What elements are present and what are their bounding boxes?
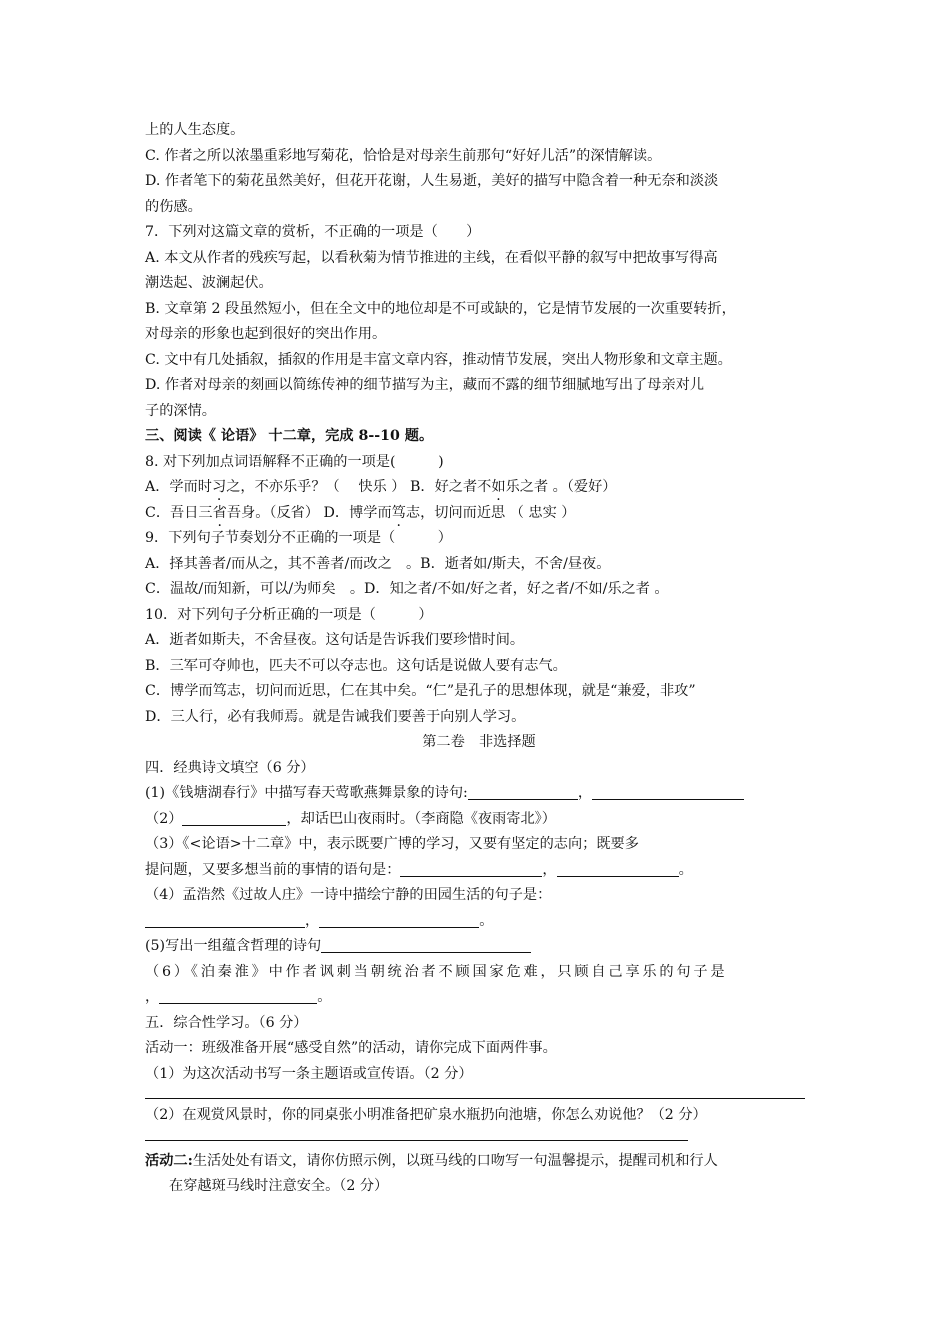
- q7-option-c: C. 文中有几处插叙，插叙的作用是丰富文章内容，推动情节发展，突出人物形象和文章主题。: [145, 351, 732, 368]
- s5-q1: （1）为这次活动书写一条主题语或宣传语。（2 分）: [145, 1065, 473, 1082]
- s4-q5-text: (5)写出一组蕴含哲理的诗句: [145, 938, 322, 954]
- q8-stem: 8. 对下列加点词语解释不正确的一项是( ): [145, 453, 444, 470]
- q9-stem: 9．下列句子节奏划分不正确的一项是（ ）: [145, 530, 452, 546]
- q8-text: A．学而时: [145, 479, 212, 495]
- q9-options-row2: C．温故/而知新，可以/为师矣 。D．知之者/不如/好之者，好之者/不如/乐之者 。: [145, 581, 669, 597]
- s4-q3-sep: ，: [542, 861, 557, 878]
- s4-q4: （4）孟浩然《过故人庄》一诗中描绘宁静的田园生活的句子是：: [145, 887, 552, 903]
- s4-q6-prefix: ，: [145, 989, 160, 1005]
- s5-activity1: 活动一：班级准备开展“感受自然”的活动，请你完成下面两件事。: [145, 1040, 557, 1056]
- q7-option-b-line2: 对母亲的形象也起到很好的突出作用。: [145, 326, 387, 342]
- q7-option-d-line1: D. 作者对母亲的刻画以简练传神的细节描写为主，藏而不露的细节细腻地写出了母亲对儿: [145, 377, 705, 393]
- q8-dotted-word: 如: [491, 479, 506, 495]
- s5-activity2-text: 生活处处有语文，请你仿照示例，以斑马线的口吻写一句温馨提示，提醒司机和行人: [192, 1152, 718, 1169]
- q7-stem: 7．下列对这篇文章的赏析，不正确的一项是（ ）: [145, 224, 481, 240]
- s5-activity2-label: 活动二:: [145, 1152, 193, 1169]
- s4-q2-blank[interactable]: [182, 809, 286, 826]
- s4-q4-sep: ，: [305, 912, 320, 929]
- q8-options-row2: [145, 501, 813, 527]
- q8-dotted-word: 习: [212, 479, 227, 495]
- section3-title: 三、阅读《 论语》 十二章，完成 8--10 题。: [145, 428, 434, 444]
- q8-text: 乐之者 。（爱好）: [505, 479, 617, 495]
- s4-q6-line2: [145, 985, 813, 1011]
- s4-q3-end: 。: [678, 861, 693, 878]
- exam-page: [145, 118, 813, 1200]
- q7-option-b-line1: B. 文章第 2 段虽然短小，但在全文中的地位却是不可或缺的，它是情节发展的一次重要转折，: [145, 300, 736, 317]
- s4-q1-sep: ，: [577, 785, 593, 801]
- q7-option-a-line2: 潮迭起、波澜起伏。: [145, 275, 273, 291]
- q6-option-d-line1: D. 作者笔下的菊花虽然美好，但花开花谢，人生易逝，美好的描写中隐含着一种无奈和淡淡: [145, 173, 719, 189]
- q9-options-row1: A．择其善者/而从之，其不善者/而改之 。B．逝者如/斯夫，不舍/昼夜。: [145, 555, 611, 572]
- q8-options-row1: [145, 475, 813, 501]
- s4-q4-end: 。: [479, 912, 494, 929]
- q8-text: 之，不亦乐乎？（ 快乐 ） B．好之者不: [226, 479, 492, 495]
- q10-option-c: C．博学而笃志，切问而近思，仁在其中矣。“仁”是孔子的思想体现，就是“兼爱，非攻”: [145, 683, 696, 699]
- s4-q2-prefix: （2）: [145, 810, 183, 827]
- section5-title: 五．综合性学习。（6 分）: [145, 1014, 308, 1031]
- s4-q3-blank-1[interactable]: [400, 860, 542, 877]
- q8-text: 吾身。（反省） D．博学而: [226, 504, 392, 521]
- s4-q2: [145, 807, 813, 833]
- s4-q1-text: (1)《钱塘湖春行》中描写春天莺歌燕舞景象的诗句:: [145, 785, 468, 801]
- section4-title: 四．经典诗文填空（6 分）: [145, 759, 315, 776]
- s5-q2: （2）在观赏风景时，你的同桌张小明准备把矿泉水瓶扔向池塘，你怎么劝说他？（2 分）: [145, 1107, 707, 1123]
- q10-option-b: B．三军可夺帅也，匹夫不可以夺志也。这句话是说做人要有志气。: [145, 657, 567, 674]
- q10-option-d: D．三人行，必有我师焉。就是告诫我们要善于向别人学习。: [145, 708, 526, 725]
- s5-q2-answer-line[interactable]: [145, 1139, 688, 1141]
- s4-q5: [145, 934, 813, 960]
- q6-option-c: C. 作者之所以浓墨重彩地写菊花，恰恰是对母亲生前那句“好好儿活”的深情解读。: [145, 147, 662, 164]
- s4-q4-blank-1[interactable]: [145, 911, 305, 928]
- q10-option-a: A．逝者如斯夫，不舍昼夜。这句话是告诉我们要珍惜时间。: [145, 632, 525, 648]
- s4-q3-blank-2[interactable]: [557, 860, 679, 877]
- s4-q3-text: 提问题，又要多想当前的事情的语句是：: [145, 861, 401, 878]
- s4-q6-end: 。: [317, 989, 332, 1005]
- q8-dotted-word: 省: [212, 504, 227, 521]
- s4-q4-answer: [145, 909, 813, 935]
- s5-activity2: [145, 1149, 813, 1175]
- s4-q1: [145, 781, 813, 807]
- part2-title: 第二卷 非选择题: [422, 734, 536, 750]
- s5-q1-answer-line[interactable]: [145, 1097, 805, 1099]
- s4-q2-text: ，却话巴山夜雨时。（李商隐《夜雨寄北》）: [286, 810, 556, 827]
- q6-option-d-line2: 的伤感。: [145, 198, 202, 215]
- s4-q6-line1: （6）《泊秦淮》中作者讽刺当朝统治者不顾国家危难，只顾自己享乐的句子是: [145, 963, 728, 980]
- s4-q5-blank[interactable]: [321, 936, 531, 953]
- s4-q1-blank-1[interactable]: [468, 783, 578, 800]
- q8-dotted-word: 笃: [391, 504, 406, 521]
- s4-q1-blank-2[interactable]: [592, 783, 744, 800]
- q10-stem: 10．对下列句子分析正确的一项是（ ）: [145, 606, 433, 623]
- q8-text: C．吾日三: [145, 504, 213, 521]
- s4-q3-line2: [145, 858, 813, 884]
- s4-q3-line1: （3）《<论语>十二章》中，表示既要广博的学习，又要有坚定的志向；既要多: [145, 836, 639, 852]
- s4-q6-blank[interactable]: [159, 987, 317, 1004]
- q8-text: 志，切问而近思 （ 忠实 ）: [405, 504, 576, 521]
- s4-q4-blank-2[interactable]: [319, 911, 479, 928]
- q6-option-b-tail: 上的人生态度。: [145, 122, 245, 138]
- q7-option-d-line2: 子的深情。: [145, 402, 216, 419]
- q7-option-a-line1: A. 本文从作者的残疾写起，以看秋菊为情节推进的主线，在看似平静的叙写中把故事写得高: [145, 249, 718, 266]
- s5-activity2-line2: 在穿越斑马线时注意安全。（2 分）: [169, 1178, 389, 1194]
